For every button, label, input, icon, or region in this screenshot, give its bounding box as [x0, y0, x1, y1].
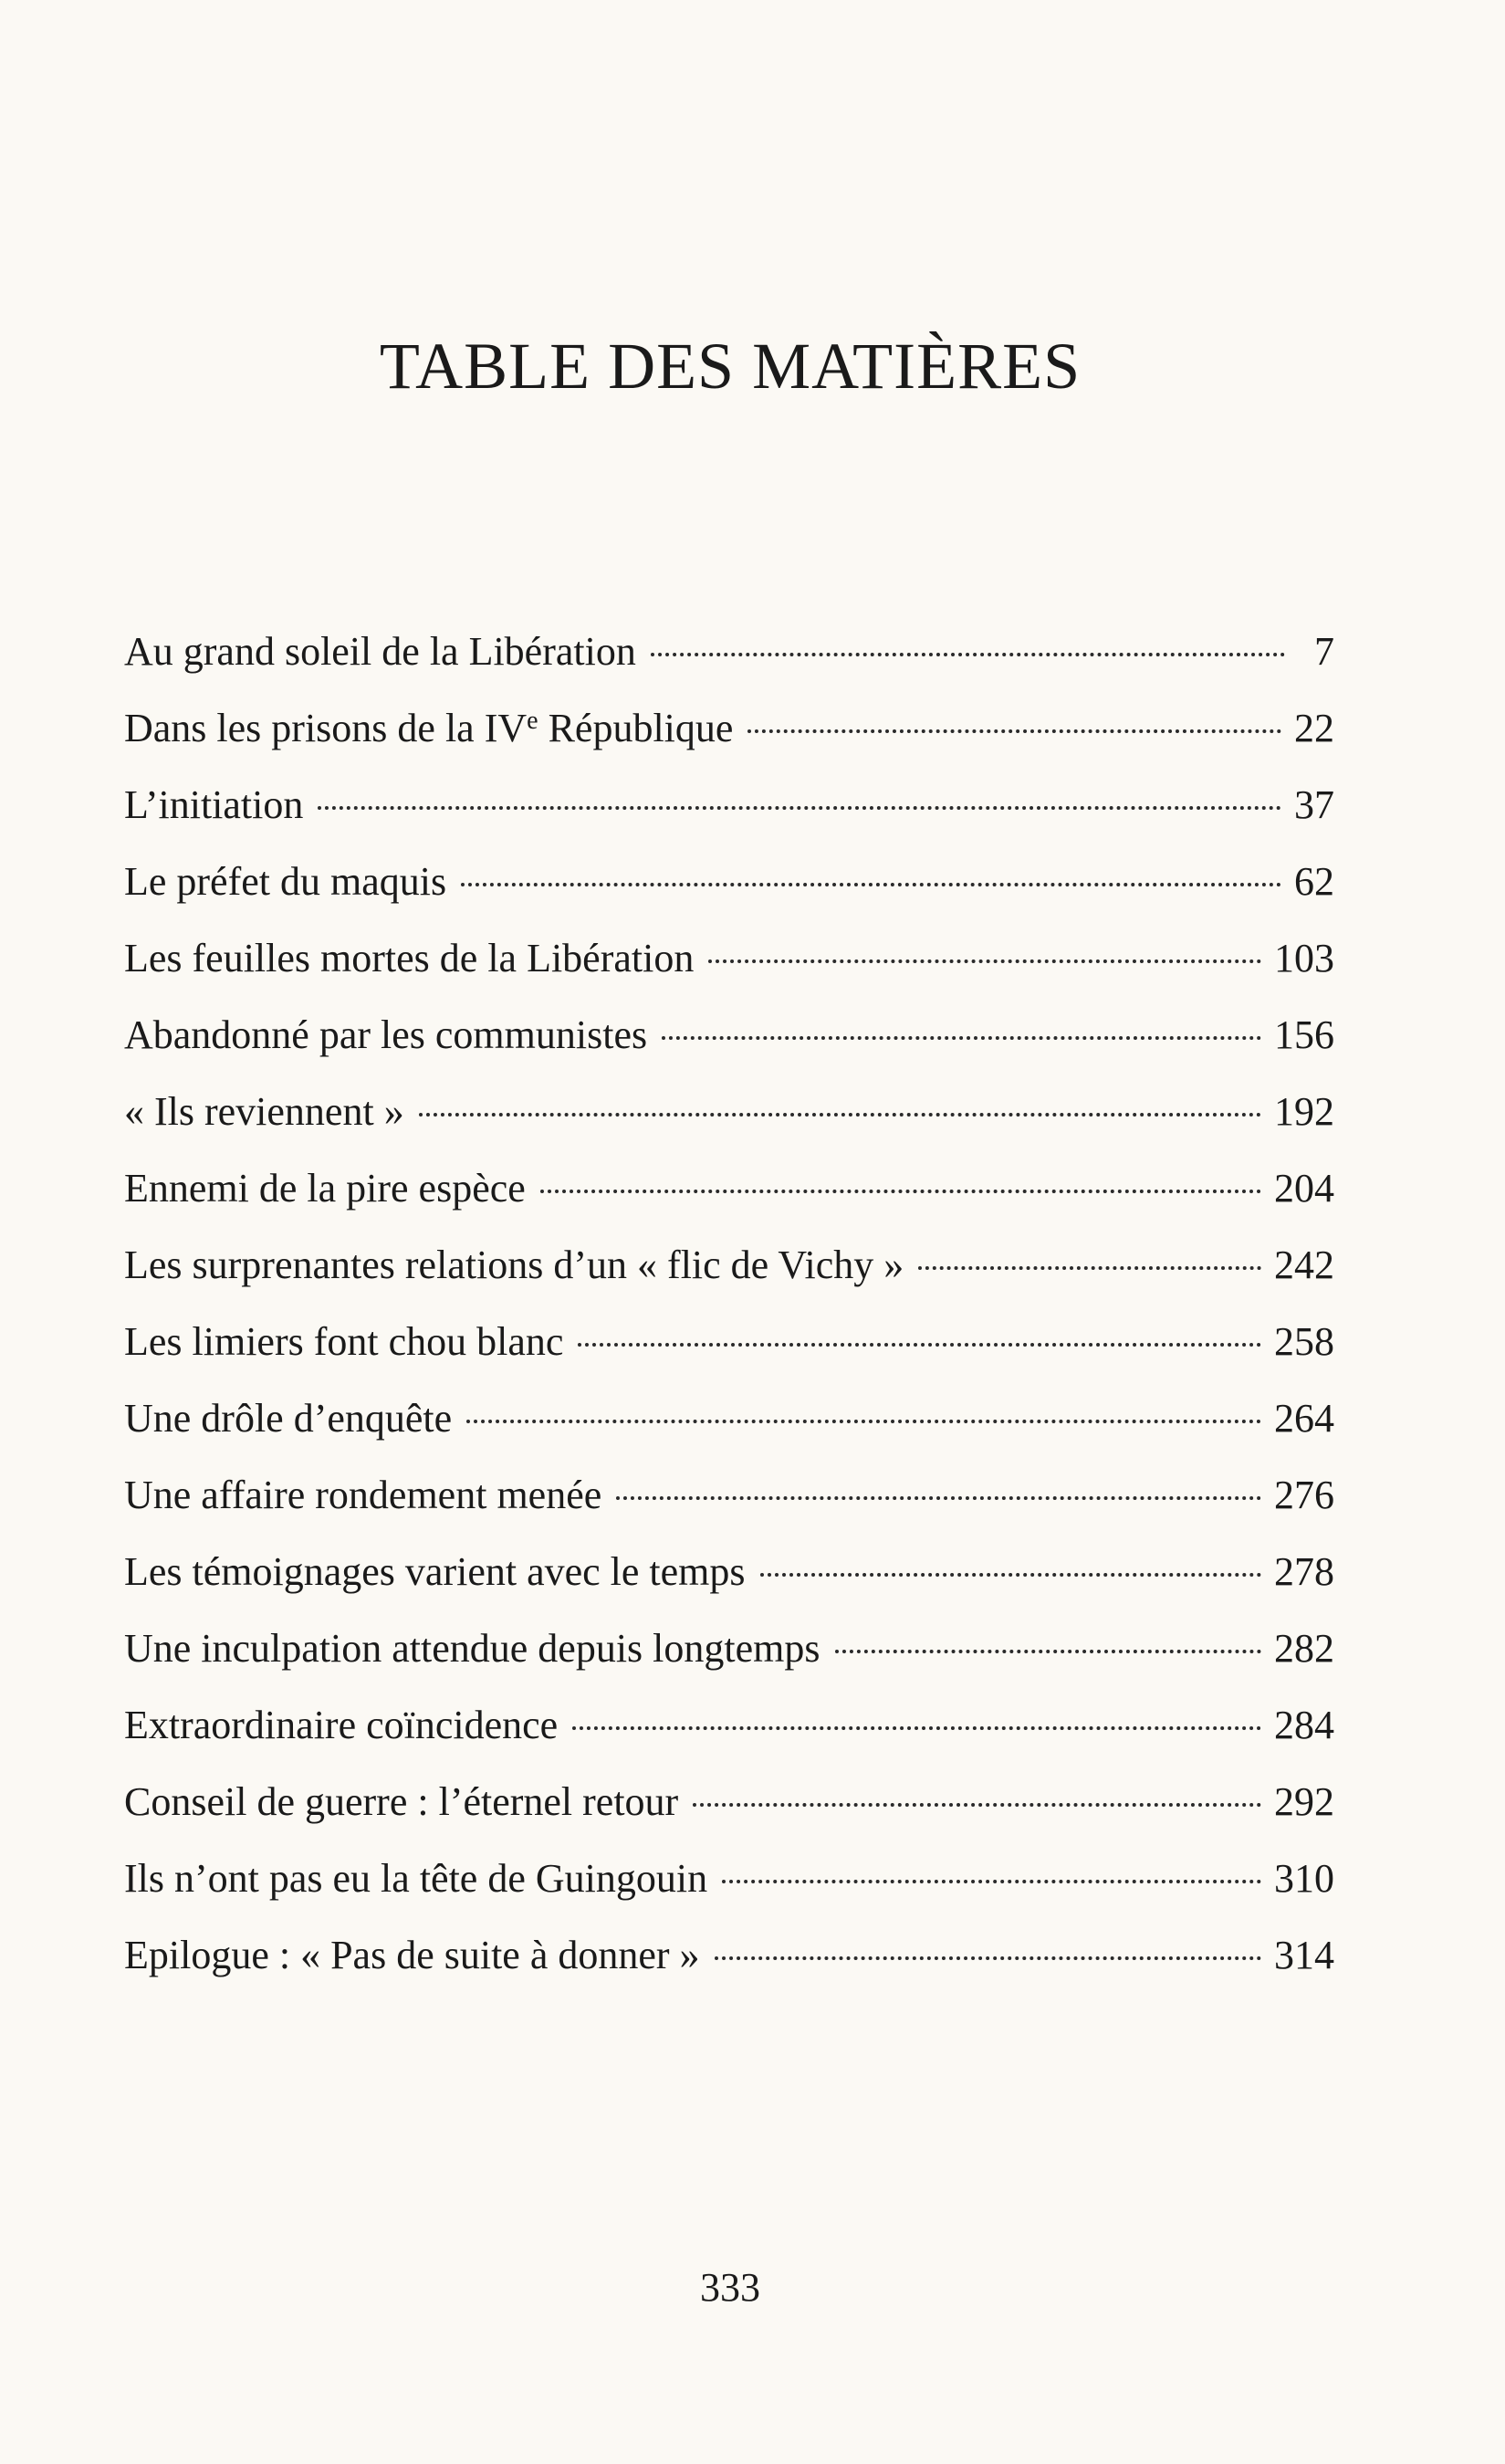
toc-entry-page: 292 — [1274, 1779, 1334, 1824]
toc-entry-page: 242 — [1274, 1242, 1334, 1287]
toc-entry-label: Ennemi de la pire espèce — [124, 1166, 526, 1211]
dot-leader — [572, 1726, 1261, 1730]
toc-entry-page: 264 — [1274, 1396, 1334, 1441]
toc-entry — [124, 690, 1334, 767]
toc-entry-page: 37 — [1294, 782, 1334, 827]
toc-entry-label: Ils n’ont pas eu la tête de Guingouin — [124, 1856, 708, 1901]
toc-entry-label: Extraordinaire coïncidence — [124, 1703, 559, 1747]
superscript-e: e — [527, 707, 538, 735]
toc-entry-page: 192 — [1274, 1089, 1334, 1134]
toc-entry-label: « Ils reviennent » — [124, 1089, 404, 1134]
toc-entry-page: 284 — [1274, 1703, 1334, 1747]
dot-leader — [708, 959, 1261, 963]
toc-entry-page: 204 — [1274, 1166, 1334, 1211]
toc-entry — [124, 1534, 1334, 1610]
dot-leader — [651, 653, 1285, 656]
dot-leader — [715, 1956, 1261, 1960]
toc-entry-label-part: République — [538, 706, 734, 750]
toc-entry-label — [124, 690, 733, 767]
dot-leader — [616, 1496, 1261, 1500]
toc-entry — [124, 1150, 1334, 1227]
toc-entry-label: Les feuilles mortes de la Libération — [124, 936, 695, 980]
toc-entry — [124, 844, 1334, 920]
toc-entry-label: L’initiation — [124, 782, 304, 827]
toc-entry — [124, 1917, 1334, 1994]
toc-entry-page: 7 — [1314, 629, 1334, 674]
toc-entry-page: 62 — [1294, 859, 1334, 904]
toc-entry-page: 278 — [1274, 1549, 1334, 1594]
toc-entry-page: 276 — [1274, 1473, 1334, 1517]
toc-entry — [124, 920, 1334, 997]
toc-entry-label: Epilogue : « Pas de suite à donner » — [124, 1933, 700, 1977]
dot-leader — [693, 1803, 1261, 1807]
toc-entry — [124, 1380, 1334, 1457]
toc-entry-label: Une inculpation attendue depuis longtemps — [124, 1626, 820, 1671]
dot-leader — [419, 1113, 1261, 1117]
dot-leader — [466, 1420, 1261, 1423]
toc-entry — [124, 613, 1334, 690]
toc-entry — [124, 1687, 1334, 1764]
toc-entry-label: Une affaire rondement menée — [124, 1473, 602, 1517]
dot-leader — [662, 1036, 1261, 1040]
table-of-contents — [124, 613, 1334, 1994]
dot-leader — [918, 1266, 1261, 1270]
dot-leader — [461, 883, 1281, 886]
dot-leader — [760, 1573, 1261, 1577]
dot-leader — [747, 729, 1281, 733]
toc-entry — [124, 1840, 1334, 1917]
toc-entry-page: 258 — [1274, 1319, 1334, 1364]
toc-entry-label: Une drôle d’enquête — [124, 1396, 453, 1441]
toc-entry-label: Les surprenantes relations d’un « flic de Vichy » — [124, 1242, 904, 1287]
toc-entry-label: Conseil de guerre : l’éternel retour — [124, 1779, 679, 1824]
toc-entry-page: 22 — [1294, 706, 1334, 750]
toc-entry — [124, 1610, 1334, 1687]
dot-leader — [722, 1880, 1261, 1883]
toc-entry-label-part: Dans les prisons de la IV — [124, 706, 528, 750]
dot-leader — [318, 806, 1281, 810]
toc-entry-label: Abandonné par les communistes — [124, 1012, 648, 1057]
toc-entry-label: Les limiers font chou blanc — [124, 1319, 564, 1364]
page-title: TABLE DES MATIÈRES — [379, 330, 1082, 403]
toc-entry-page: 282 — [1274, 1626, 1334, 1671]
toc-entry-label: Au grand soleil de la Libération — [124, 629, 636, 674]
toc-entry — [124, 997, 1334, 1074]
dot-leader — [540, 1190, 1261, 1193]
page-number: 333 — [700, 2265, 760, 2310]
toc-entry — [124, 1764, 1334, 1840]
toc-entry — [124, 1304, 1334, 1380]
toc-entry-page: 314 — [1274, 1933, 1334, 1977]
toc-entry — [124, 767, 1334, 844]
toc-entry — [124, 1457, 1334, 1534]
toc-entry-page: 310 — [1274, 1856, 1334, 1901]
toc-entry-page: 156 — [1274, 1012, 1334, 1057]
toc-entry-label: Le préfet du maquis — [124, 859, 447, 904]
toc-entry-page: 103 — [1274, 936, 1334, 980]
toc-entry — [124, 1227, 1334, 1304]
dot-leader — [578, 1343, 1261, 1347]
dot-leader — [835, 1650, 1261, 1653]
toc-entry — [124, 1074, 1334, 1150]
toc-entry-label: Les témoignages varient avec le temps — [124, 1549, 746, 1594]
